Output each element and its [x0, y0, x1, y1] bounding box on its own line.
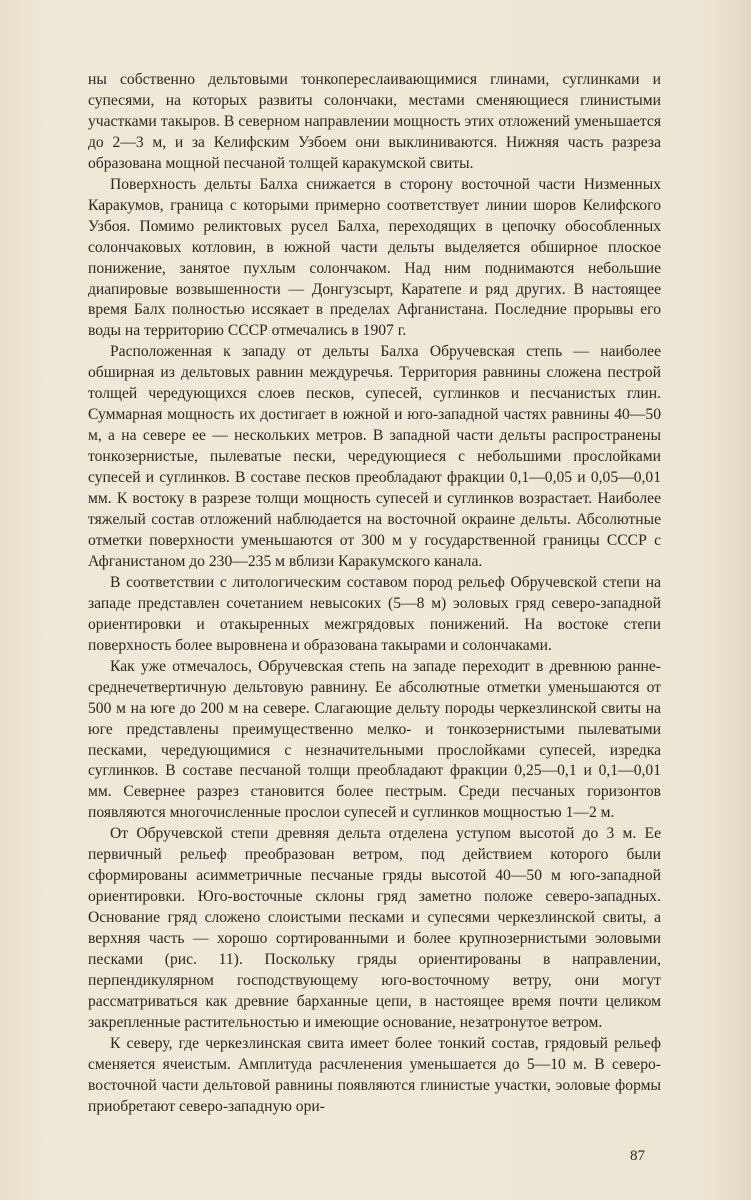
paragraph-1-continuation: ны собственно дельтовыми тонкопереслаивающимися глинами, суглинками и супесями, на которых развиты солончаки, местами сменяющиеся глинистыми участками такыров. В северном направлении мощность этих отложений уменьшается до 2—3 м, и за Келифским Узбоем они выклиниваются. Нижняя часть разреза образована мощной песчаной толщей каракумской свиты. [88, 71, 661, 172]
paragraph-5: Как уже отмечалось, Обручевская степь на западе переходит в древнюю ранне-среднечетвертичную дельтовую равнину. Ее абсолютные отметки уменьшаются от 500 м на юге до 200 м на севере. Слагающие дельту породы черкезлинской свиты на юге представлены преимущественно мелко- и тонкозернистыми пылеватыми песками, чередующимися с незначительными прослойками супесей, изредка суглинков. В составе песчаной толщи преобладают фракции 0,25—0,1 и 0,1—0,01 мм. Севернее разрез становится более пестрым. Среди песчаных горизонтов появляются многочисленные прослои супесей и суглинков мощностью 1—2 м. [88, 657, 661, 822]
paragraph-2: Поверхность дельты Балха снижается в сторону восточной части Низменных Каракумов, граница с которыми примерно соответствует линии шоров Келифского Узбоя. Помимо реликтовых русел Балха, переходящих в цепочку обособленных солончаковых котловин, в южной части дельты выделяется обширное плоское понижение, занятое пухлым солончаком. Над ним поднимаются небольшие диапировые возвышенности — Донгузсырт, Каратепе и ряд других. В настоящее время Балх полностью иссякает в пределах Афганистана. Последние прорывы его воды на территорию СССР отмечались в 1907 г. [88, 175, 661, 340]
paragraph-7: К северу, где черкезлинская свита имеет более тонкий состав, грядовый рельеф сменяется ячеистым. Амплитуда расчленения уменьшается до 5—10 м. В северо-восточной части дельтовой равнины появляются глинистые участки, эоловые формы приобретают северо-западную ори- [88, 1034, 661, 1115]
paragraph-6: От Обручевской степи древняя дельта отделена уступом высотой до 3 м. Ее первичный рельеф преобразован ветром, под действием которого были сформированы асимметричные песчаные гряды высотой 40—50 м юго-западной ориентировки. Юго-восточные склоны гряд заметно положе северо-западных. Основание гряд сложено слоистыми песками и супесями черкезлинской свиты, а верхняя часть — хорошо сортированными и более крупнозернистыми эоловыми песками (рис. 11). Поскольку гряды ориентированы в направлении, перпендикулярном господствующему юго-восточному ветру, они могут рассматриваться как древние барханные цепи, в настоящее время почти целиком закрепленные растительностью и имеющие основание, незатронутое ветром. [88, 825, 661, 1031]
page-number: 87 [630, 1148, 645, 1164]
paragraph-4: В соответствии с литологическим составом пород рельеф Обручевской степи на западе представлен сочетанием невысоких (5—8 м) эоловых гряд северо-западной ориентировки и отакыренных межгрядовых понижений. На востоке степи поверхность более выровнена и образована такырами и солончаками. [88, 573, 661, 654]
body-text [88, 70, 661, 1118]
paragraph-3: Расположенная к западу от дельты Балха Обручевская степь — наиболее обширная из дельтовых равнин междуречья. Территория равнины сложена пестрой толщей чередующихся слоев песков, супесей, суглинков и песчанистых глин. Суммарная мощность их достигает в южной и юго-западной частях равнины 40—50 м, а на севере ее — нескольких метров. В западной части дельты распространены тонкозернистые, пылеватые пески, чередующиеся с небольшими прослойками супесей и суглинков. В составе песков преобладают фракции 0,1—0,05 и 0,05—0,01 мм. К востоку в разрезе толщи мощность супесей и суглинков возрастает. Наиболее тяжелый состав отложений наблюдается на восточной окраине дельты. Абсолютные отметки поверхности уменьшаются от 300 м у государственной границы СССР с Афганистаном до 230—235 м вблизи Каракумского канала. [88, 343, 661, 570]
